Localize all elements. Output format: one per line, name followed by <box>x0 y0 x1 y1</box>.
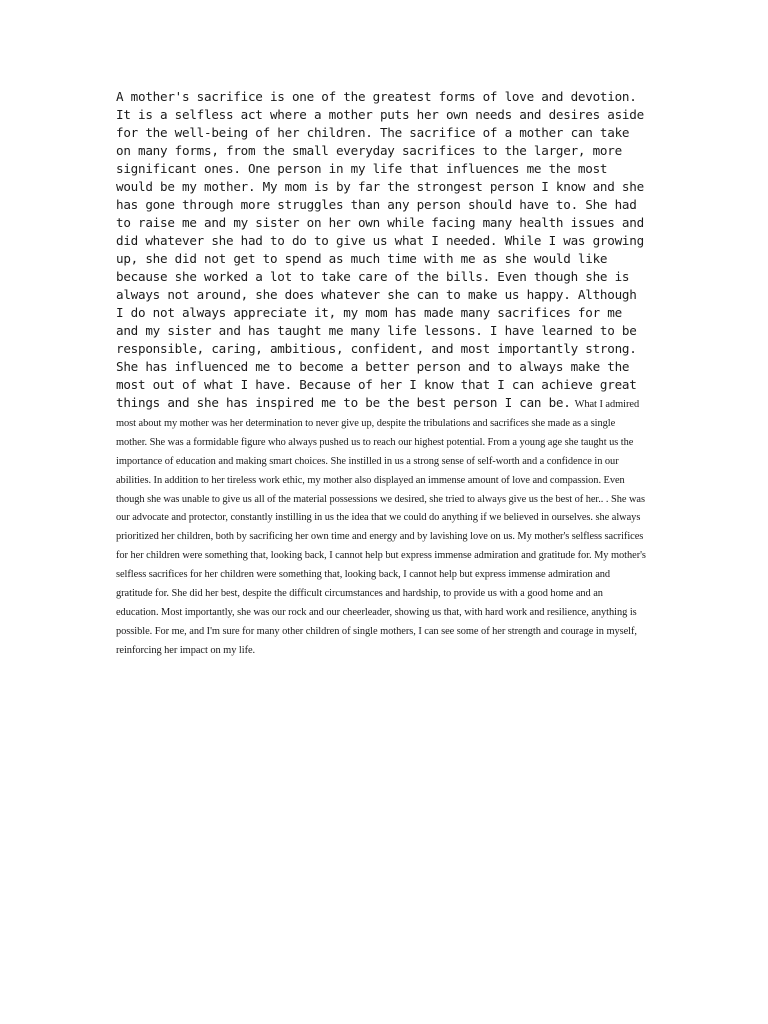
document-page <box>116 88 646 659</box>
essay-paragraph <box>116 88 646 659</box>
essay-text-serif-part: What I admired most about my mother was her determination to never give up, despite the tribulations and sacrifices she made as a single mother. She was a formidable figure who always pushed us to reach our highest potential. From a young age she taught us the importance of education and making smart choices. She instilled in us a strong sense of self-worth and a confidence in our abilities. In addition to her tireless work ethic, my mother also displayed an immense amount of love and compassion. Even though she was unable to give us all of the material possessions we desired, she tried to always give us the best of her.. . She was our advocate and protector, constantly instilling in us the idea that we could do anything if we believed in ourselves. she always prioritized her children, both by sacrificing her own time and energy and by lavishing love on us. My mother's selfless sacrifices for her children were something that, looking back, I cannot help but express immense admiration and gratitude for. My mother's selfless sacrifices for her children were something that, looking back, I cannot help but express immense admiration and gratitude for. She did her best, despite the difficult circumstances and hardship, to provide us with a good home and an education. Most importantly, she was our rock and our cheerleader, showing us that, with hard work and resilience, anything is possible. For me, and I'm sure for many other children of single mothers, I can see some of her strength and courage in myself, reinforcing her impact on my life. <box>116 399 646 656</box>
essay-text-monospace-part: A mother's sacrifice is one of the greatest forms of love and devotion. It is a selfless act where a mother puts her own needs and desires aside for the well-being of her children. The sacrifice of a mother can take on many forms, from the small everyday sacrifices to the larger, more significant ones. One person in my life that influences me the most would be my mother. My mom is by far the strongest person I know and she has gone through more struggles than any person should have to. She had to raise me and my sister on her own while facing many health issues and did whatever she had to do to give us what I needed. While I was growing up, she did not get to spend as much time with me as she would like because she worked a lot to take care of the bills. Even though she is always not around, she does whatever she can to make us happy. Although I do not always appreciate it, my mom has made many sacrifices for me and my sister and has taught me many life lessons. I have learned to be responsible, caring, ambitious, confident, and most importantly strong. She has influenced me to become a better person and to always make the most out of what I have. Because of her I know that I can achieve great things and she has inspired me to be the best person I can be. <box>116 89 644 410</box>
